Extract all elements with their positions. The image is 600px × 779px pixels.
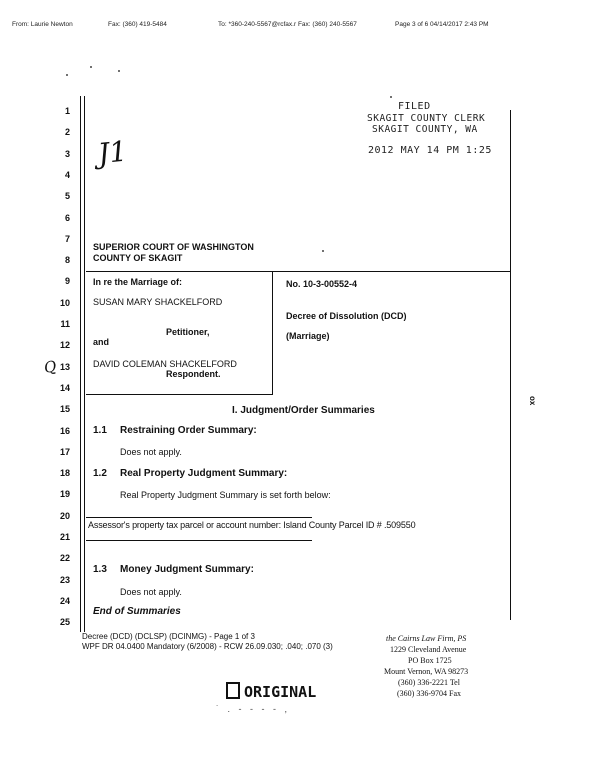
case-number: No. 10-3-00552-4 xyxy=(286,279,358,289)
footer-form-rule: WPF DR 04.0400 Mandatory (6/2008) - RCW 26.09.030; .040; .070 (3) xyxy=(82,642,333,651)
line-number: 21 xyxy=(59,532,70,542)
section-1-3-title: Money Judgment Summary: xyxy=(120,564,254,575)
decree-title: Decree of Dissolution (DCD) xyxy=(286,311,407,321)
caption-bottom-rule xyxy=(86,394,273,395)
original-stamp xyxy=(226,682,316,701)
line-number: 7 xyxy=(64,233,70,244)
line-number: 16 xyxy=(59,425,70,436)
right-margin-line xyxy=(510,110,511,620)
line-number: 17 xyxy=(59,446,70,457)
line-number: 23 xyxy=(59,574,70,585)
fax-from: From: Laurie Newton xyxy=(12,21,73,28)
stamp-date: 2012 MAY 14 PM 1:25 xyxy=(368,145,492,156)
line-number: 6 xyxy=(64,212,70,223)
petitioner-label: Petitioner, xyxy=(166,327,210,337)
speck xyxy=(90,66,92,68)
line-number: 18 xyxy=(59,468,70,479)
assessor-bottom-rule xyxy=(86,540,312,541)
margin-mark: ox xyxy=(528,396,537,406)
firm-fax: (360) 336-9704 Fax xyxy=(397,689,461,698)
footer-form-title: Decree (DCD) (DCLSP) (DCINMG) - Page 1 of 3 xyxy=(82,632,255,641)
section-1-1-text: Does not apply. xyxy=(120,447,182,457)
firm-telephone: (360) 336-2221 Tel xyxy=(398,678,460,687)
line-number: 19 xyxy=(59,489,70,500)
section-1-3-text: Does not apply. xyxy=(120,587,182,597)
caption-in-re: In re the Marriage of: xyxy=(93,277,183,287)
firm-address-2: PO Box 1725 xyxy=(408,656,452,665)
caption-divider xyxy=(272,271,273,395)
assessor-parcel: Assessor's property tax parcel or account number: Island County Parcel ID # .509550 xyxy=(88,520,416,530)
firm-address-3: Mount Vernon, WA 98273 xyxy=(384,667,469,676)
line-number: 12 xyxy=(59,340,70,351)
line-number: 2 xyxy=(64,127,70,138)
line-number: 14 xyxy=(59,382,70,393)
stamp-clerk: SKAGIT COUNTY CLERK xyxy=(367,113,486,124)
stamp-county: SKAGIT COUNTY, WA xyxy=(372,124,478,135)
line-number: 24 xyxy=(59,595,70,606)
line-number: 4 xyxy=(64,169,70,180)
speck xyxy=(390,96,392,98)
petitioner-name: SUSAN MARY SHACKELFORD xyxy=(93,297,223,307)
section-1-1-number: 1.1 xyxy=(93,425,107,436)
section-1-2-text: Real Property Judgment Summary is set forth below: xyxy=(120,490,331,500)
assessor-top-rule xyxy=(86,517,312,518)
line-number: 15 xyxy=(59,404,70,415)
firm-address-1: 1229 Cleveland Avenue xyxy=(390,645,467,654)
section-1-2-number: 1.2 xyxy=(93,468,107,479)
original-text: ORIGINAL xyxy=(244,683,317,701)
respondent-name: DAVID COLEMAN SHACKELFORD xyxy=(93,359,237,369)
respondent-label: Respondent. xyxy=(166,369,221,379)
line-number: 8 xyxy=(64,255,70,266)
firm-name: the Cairns Law Firm, PS xyxy=(386,634,467,643)
section-title: I. Judgment/Order Summaries xyxy=(232,405,375,416)
speck xyxy=(66,74,68,76)
end-of-summaries: End of Summaries xyxy=(93,606,181,617)
signature-scribble: ˙ . ‐ ‐ ‐ ‐ , xyxy=(216,704,290,714)
original-box-icon xyxy=(226,682,240,699)
caption-top-rule xyxy=(86,271,510,272)
line-number: 13 xyxy=(59,361,70,372)
left-margin-line xyxy=(80,96,81,632)
court-county: COUNTY OF SKAGIT xyxy=(93,253,183,263)
line-number: 1 xyxy=(64,106,70,116)
line-number: 9 xyxy=(64,276,70,287)
section-1-1-title: Restraining Order Summary: xyxy=(120,425,257,436)
stamp-filed: FILED xyxy=(398,101,431,112)
fax-page: Page 3 of 6 04/14/2017 2:43 PM xyxy=(395,21,489,28)
line-number: 22 xyxy=(59,553,70,564)
left-margin-line-inner xyxy=(84,96,85,632)
fax-from-number: Fax: (360) 419-5484 xyxy=(108,21,167,28)
section-1-3-number: 1.3 xyxy=(93,564,107,575)
fax-to: To: *360-240-5567@rcfax.r Fax: (360) 240-5567 xyxy=(218,21,357,28)
decree-type: (Marriage) xyxy=(286,331,330,341)
line-number: 5 xyxy=(64,191,70,202)
line-number: 25 xyxy=(59,617,70,628)
line-number: 3 xyxy=(64,148,70,159)
handwritten-mark: J1 xyxy=(96,134,129,171)
handwritten-initials: Q xyxy=(42,357,58,377)
line-number: 11 xyxy=(60,319,70,329)
caption-and: and xyxy=(93,337,110,347)
line-number: 10 xyxy=(59,297,70,308)
court-name: SUPERIOR COURT OF WASHINGTON xyxy=(93,242,254,252)
speck xyxy=(322,250,324,252)
line-number: 20 xyxy=(59,510,70,521)
speck xyxy=(118,70,120,72)
section-1-2-title: Real Property Judgment Summary: xyxy=(120,468,288,479)
